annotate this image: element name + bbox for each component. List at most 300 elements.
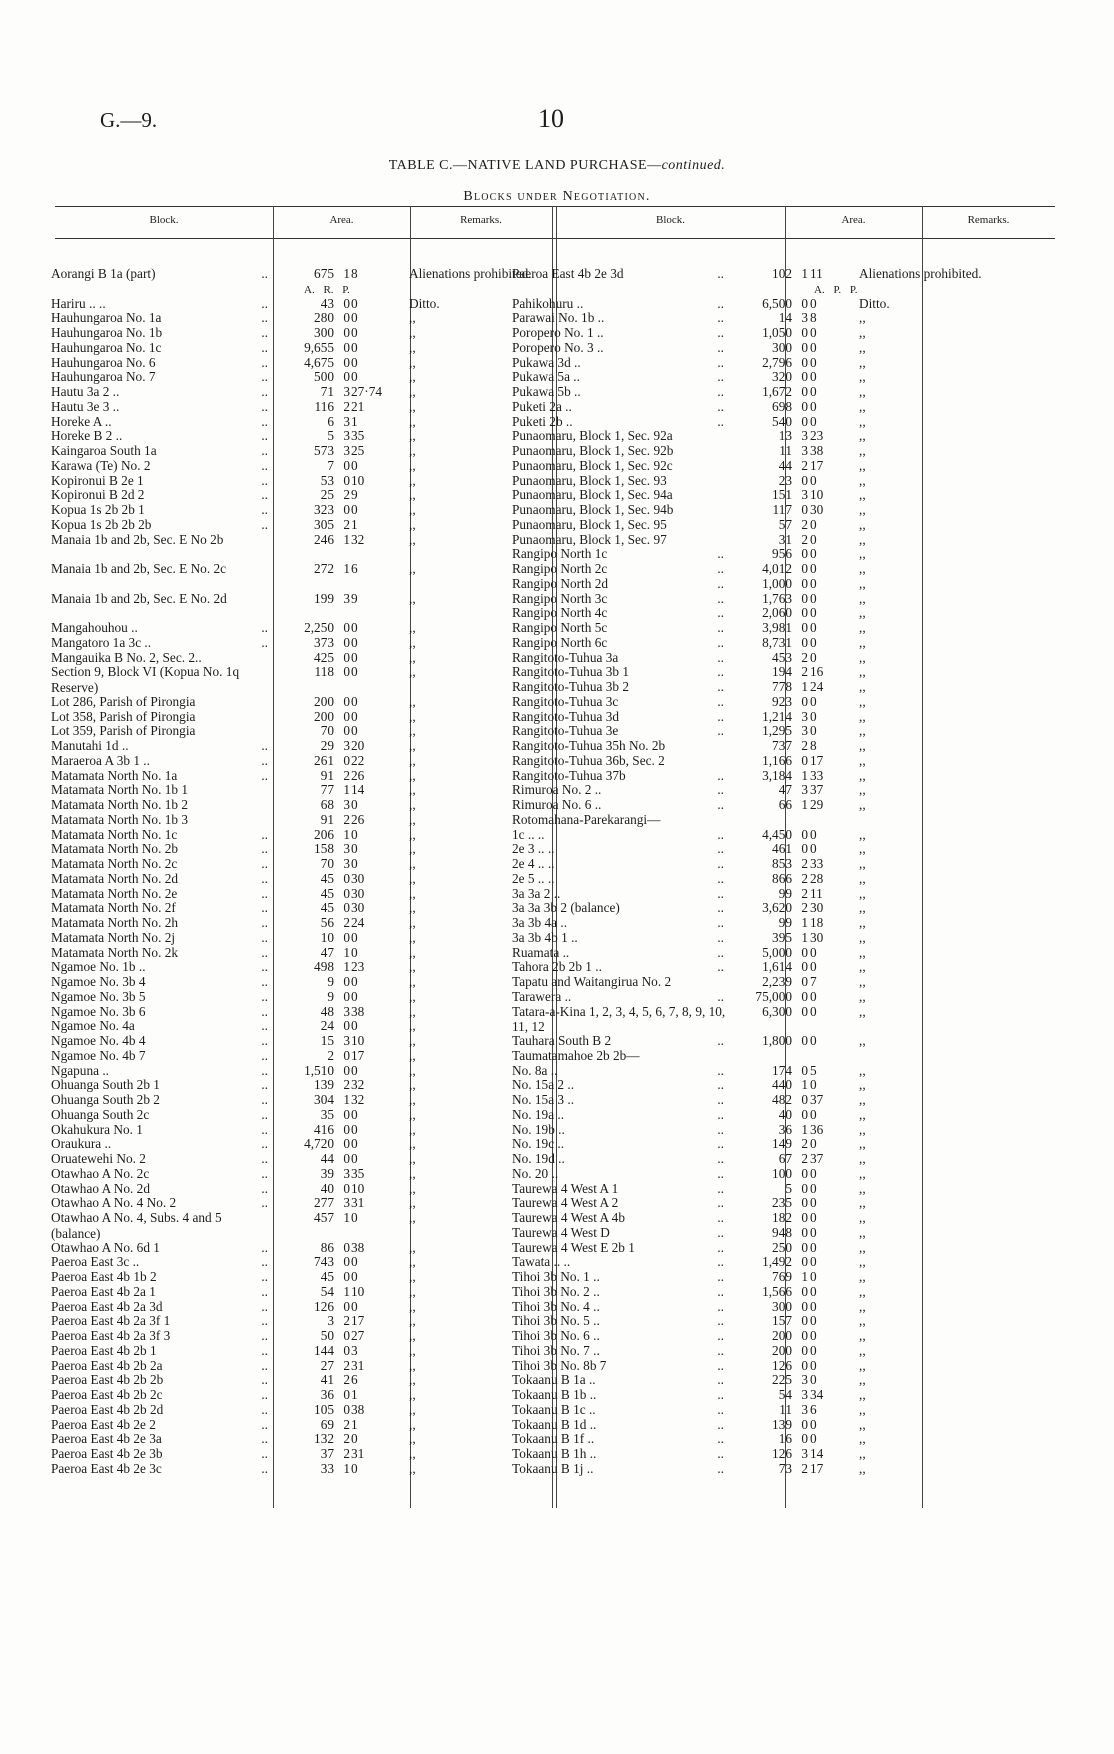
block-name: Ngamoe No. 3b 6 xyxy=(51,1003,146,1019)
area-perches: 9 xyxy=(351,487,358,503)
remarks: Alienations prohibited. xyxy=(859,266,982,281)
remarks: ,, xyxy=(859,325,866,340)
area-roods: 0 xyxy=(343,1180,350,1196)
table-row xyxy=(51,1004,541,1020)
block-name: No. 19c .. xyxy=(512,1136,565,1152)
table-row xyxy=(51,443,541,459)
remarks: ,, xyxy=(859,1269,866,1284)
area-perches: 18 xyxy=(810,915,824,930)
area-roods: 3 xyxy=(801,1446,808,1461)
table-row xyxy=(512,738,1002,754)
table-row xyxy=(51,827,541,843)
area-acres: 540 xyxy=(772,413,792,429)
area-roods: 0 xyxy=(801,1224,808,1240)
table-row xyxy=(512,886,1002,902)
table-row xyxy=(51,1461,541,1477)
remarks: ,, xyxy=(409,1357,416,1373)
block-name: Pukawa 3d .. xyxy=(512,354,581,370)
remarks: ,, xyxy=(409,1401,416,1417)
area-acres: 3 xyxy=(327,1313,334,1329)
table-row xyxy=(512,709,1002,725)
area-perches: 30 xyxy=(810,929,824,945)
area-roods: 2 xyxy=(801,1136,808,1152)
table-row xyxy=(51,1210,541,1242)
remarks: ,, xyxy=(409,413,416,429)
area-acres: 174 xyxy=(772,1062,792,1078)
area-acres: 453 xyxy=(772,649,792,665)
area-perches: 0 xyxy=(810,295,817,311)
block-name: Pukawa 5b .. xyxy=(512,384,581,399)
remarks: ,, xyxy=(409,1033,416,1048)
area-perches: 0 xyxy=(351,1151,358,1166)
remarks: ,, xyxy=(859,1239,866,1255)
area-roods: 0 xyxy=(801,398,808,414)
leader-dots: .. xyxy=(717,354,724,370)
area-acres: 425 xyxy=(314,649,334,665)
leader-dots: .. xyxy=(717,1401,724,1417)
table-row xyxy=(51,1063,541,1079)
area-roods: 1 xyxy=(801,797,808,812)
block-name: Otawhao A No. 4, Subs. 4 and 5 (balance) xyxy=(51,1210,222,1241)
table-row xyxy=(512,532,1002,548)
table-row xyxy=(512,1122,1002,1138)
leader-dots: .. xyxy=(261,516,268,532)
area-perches: 0 xyxy=(810,1431,817,1447)
block-name: Ohuanga South 2b 2 xyxy=(51,1092,160,1107)
leader-dots: .. xyxy=(717,1239,724,1255)
block-name: Hauhungaroa No. 6 xyxy=(51,354,156,370)
leader-dots: .. xyxy=(717,561,724,576)
area-roods: 3 xyxy=(801,310,808,326)
area-perches: 0 xyxy=(810,1254,817,1270)
block-name: Punaomaru, Block 1, Sec. 92b xyxy=(512,443,674,458)
table-row xyxy=(512,1240,1002,1256)
table-row xyxy=(51,915,541,931)
remarks: ,, xyxy=(859,590,866,606)
area-perches: 0 xyxy=(351,295,358,311)
block-name: 2e 4 .. .. xyxy=(512,856,555,871)
area-perches: 0 xyxy=(810,575,817,591)
area-acres: 948 xyxy=(772,1224,792,1240)
table-row xyxy=(512,1181,1002,1197)
remarks: ,, xyxy=(409,561,416,576)
area-roods: 0 xyxy=(801,752,808,768)
area-roods: 2 xyxy=(343,398,350,414)
area-roods: 3 xyxy=(343,1165,350,1181)
leader-dots: .. xyxy=(261,310,268,326)
table-row xyxy=(512,487,1002,503)
table-row xyxy=(512,856,1002,872)
table-row xyxy=(512,1151,1002,1167)
leader-dots: .. xyxy=(261,1003,268,1019)
area-perches: 17 xyxy=(351,1047,365,1063)
area-roods: 3 xyxy=(801,487,808,503)
block-name: Puketi 2a .. xyxy=(512,398,572,414)
block-name: Hautu 3a 2 .. xyxy=(51,384,120,399)
block-name: Ngamoe No. 4a xyxy=(51,1018,135,1034)
area-perches: 0 xyxy=(351,354,358,370)
leader-dots: .. xyxy=(717,1446,724,1461)
area-roods: 0 xyxy=(801,944,808,960)
leader-dots: .. xyxy=(261,1165,268,1181)
block-name: Manaia 1b and 2b, Sec. E No 2b xyxy=(51,531,224,547)
leader-dots: .. xyxy=(261,354,268,370)
remarks: ,, xyxy=(409,1092,416,1107)
leader-dots: .. xyxy=(717,546,724,562)
area-acres: 23 xyxy=(778,472,792,488)
block-name: Matamata North No. 2b xyxy=(51,841,179,857)
remarks: ,, xyxy=(859,1357,866,1373)
remarks: ,, xyxy=(409,1298,416,1314)
area-roods: 0 xyxy=(343,620,350,635)
remarks: ,, xyxy=(409,531,416,547)
area-roods: 0 xyxy=(343,354,350,370)
leader-dots: .. xyxy=(261,325,268,340)
area-acres: 778 xyxy=(772,679,792,694)
block-name: Tokaanu B 1j .. xyxy=(512,1460,594,1476)
leader-dots: .. xyxy=(717,605,724,621)
table-row xyxy=(512,1431,1002,1447)
remarks: ,, xyxy=(859,1210,866,1225)
area-acres: 73 xyxy=(778,1460,792,1476)
remarks: ,, xyxy=(409,1446,416,1461)
area-acres: 70 xyxy=(320,723,334,739)
area-perches: 0 xyxy=(351,1431,358,1447)
table-row xyxy=(512,989,1002,1005)
area-acres: 29 xyxy=(320,738,334,753)
area-perches: 0 xyxy=(810,369,817,385)
area-acres: 182 xyxy=(772,1210,792,1225)
leader-dots: .. xyxy=(261,487,268,503)
area-roods: 2 xyxy=(343,1431,350,1447)
area-perches: 0 xyxy=(351,634,358,650)
leader-dots: .. xyxy=(261,752,268,768)
table-row xyxy=(51,709,541,725)
remarks: ,, xyxy=(859,1372,866,1388)
remarks: ,, xyxy=(409,974,416,989)
leader-dots: .. xyxy=(261,738,268,753)
area-acres: 6,500 xyxy=(762,295,792,311)
leader-dots: .. xyxy=(261,841,268,857)
area-acres: 37 xyxy=(320,1446,334,1461)
area-roods: 0 xyxy=(343,974,350,989)
block-name: Paeroa East 4b 2b 2a xyxy=(51,1357,163,1373)
remarks: ,, xyxy=(409,988,416,1004)
area-acres: 482 xyxy=(772,1092,792,1107)
area-perches: 0 xyxy=(810,649,817,665)
block-name: Ruamata .. xyxy=(512,944,570,960)
leader-dots: .. xyxy=(717,1121,724,1137)
table-row xyxy=(51,266,541,298)
block-name: Tihoi 3b No. 2 .. xyxy=(512,1283,600,1299)
area-acres: 1,295 xyxy=(762,723,792,739)
area-perches: 0 xyxy=(810,988,817,1004)
table-title-continued: continued. xyxy=(661,158,726,173)
area-perches: 0 xyxy=(810,1283,817,1299)
block-name: Tatara-a-Kina 1, 2, 3, 4, 5, 6, 7, 8, 9, 10, 11, 12 xyxy=(512,1003,726,1034)
leader-dots: .. xyxy=(261,1092,268,1107)
table-row xyxy=(512,664,1002,680)
block-name: Rangitoto-Tuhua 3b 1 xyxy=(512,664,629,680)
leader-dots: .. xyxy=(717,723,724,739)
col-area-left: Area. xyxy=(329,214,354,226)
remarks: ,, xyxy=(409,915,416,930)
table-row xyxy=(51,812,541,828)
area-perches: 0 xyxy=(810,1106,817,1122)
area-roods: 3 xyxy=(343,797,350,812)
leader-dots: .. xyxy=(261,1195,268,1211)
block-name: Ngamoe No. 3b 5 xyxy=(51,988,146,1004)
remarks: ,, xyxy=(859,443,866,458)
remarks: ,, xyxy=(859,546,866,562)
table-row xyxy=(512,768,1002,784)
area-perches: 21 xyxy=(351,398,365,414)
area-roods: 0 xyxy=(801,1357,808,1373)
block-name: Paeroa East 4b 2e 3d xyxy=(512,266,624,281)
area-acres: 3,981 xyxy=(762,620,792,635)
area-acres: 15 xyxy=(320,1033,334,1048)
area-acres: 6 xyxy=(327,413,334,429)
area-acres: 2,796 xyxy=(762,354,792,370)
area-perches: 34 xyxy=(810,1387,824,1402)
remarks: ,, xyxy=(859,1106,866,1122)
area-acres: 573 xyxy=(314,443,334,458)
area-roods: 0 xyxy=(343,693,350,709)
area-acres: 200 xyxy=(772,1342,792,1358)
leader-dots: .. xyxy=(717,664,724,680)
area-acres: 40 xyxy=(320,1180,334,1196)
area-perches: 28 xyxy=(810,870,824,886)
remarks: ,, xyxy=(409,1151,416,1166)
remarks: ,, xyxy=(409,428,416,444)
block-name: Punaomaru, Block 1, Sec. 97 xyxy=(512,531,667,547)
remarks: ,, xyxy=(859,1062,866,1078)
area-roods: 0 xyxy=(343,1254,350,1270)
leader-dots: .. xyxy=(717,1254,724,1270)
leader-dots: .. xyxy=(261,1401,268,1417)
area-roods: 0 xyxy=(801,1165,808,1181)
leader-dots: .. xyxy=(717,870,724,886)
area-roods: 3 xyxy=(343,428,350,444)
leader-dots: .. xyxy=(261,1313,268,1329)
area-acres: 139 xyxy=(314,1077,334,1093)
table-row xyxy=(51,428,541,444)
area-roods: 3 xyxy=(801,443,808,458)
remarks: ,, xyxy=(859,620,866,635)
area-perches: 8 xyxy=(810,738,817,753)
area-acres: 14 xyxy=(778,310,792,326)
leader-dots: .. xyxy=(717,295,724,311)
table-row xyxy=(512,679,1002,695)
remarks: ,, xyxy=(409,369,416,385)
area-roods: 0 xyxy=(801,1328,808,1343)
leader-dots: .. xyxy=(717,1195,724,1211)
remarks: ,, xyxy=(409,1313,416,1329)
area-acres: 7 xyxy=(327,457,334,473)
block-name: Paeroa East 4b 2b 2d xyxy=(51,1401,164,1417)
table-row xyxy=(512,1358,1002,1374)
table-row xyxy=(512,517,1002,533)
units-left: A. R. P. xyxy=(304,284,350,296)
area-acres: 39 xyxy=(320,1165,334,1181)
table-row xyxy=(51,1328,541,1344)
area-perches: 0 xyxy=(351,1298,358,1314)
block-name: Rangipo North 4c xyxy=(512,605,608,621)
leader-dots: .. xyxy=(717,782,724,798)
area-perches: 10 xyxy=(351,1033,365,1048)
area-perches: 31 xyxy=(351,1446,365,1461)
remarks: ,, xyxy=(859,1460,866,1476)
area-roods: 0 xyxy=(343,1328,350,1343)
remarks: ,, xyxy=(859,1136,866,1152)
area-acres: 45 xyxy=(320,900,334,916)
area-perches: 0 xyxy=(351,1062,358,1078)
block-name: Rimuroa No. 6 .. xyxy=(512,797,602,812)
remarks: ,, xyxy=(409,782,416,798)
area-perches: 11 xyxy=(810,885,823,901)
remarks: ,, xyxy=(859,1254,866,1270)
table-row xyxy=(51,561,541,593)
area-perches: 0 xyxy=(351,797,358,812)
area-roods: 0 xyxy=(343,1106,350,1122)
block-name: Manutahi 1d .. xyxy=(51,738,129,753)
table-row xyxy=(512,930,1002,946)
area-acres: 1,214 xyxy=(762,708,792,724)
leader-dots: .. xyxy=(717,1298,724,1314)
area-perches: 0 xyxy=(810,590,817,606)
area-perches: 10 xyxy=(351,1180,365,1196)
remarks: ,, xyxy=(859,457,866,473)
block-name: Puketi 2b .. xyxy=(512,413,573,429)
area-roods: 0 xyxy=(801,1431,808,1447)
block-name: Punaomaru, Block 1, Sec. 92c xyxy=(512,457,673,473)
remarks: ,, xyxy=(859,885,866,901)
table-row xyxy=(51,1092,541,1108)
area-perches: 0 xyxy=(810,1224,817,1240)
leader-dots: .. xyxy=(717,1106,724,1122)
area-perches: 0 xyxy=(351,988,358,1004)
remarks: ,, xyxy=(859,1224,866,1240)
leader-dots: .. xyxy=(261,1047,268,1063)
table-row xyxy=(51,782,541,798)
area-perches: 32 xyxy=(351,531,365,547)
area-roods: 0 xyxy=(343,1387,350,1402)
area-perches: 1 xyxy=(351,1387,358,1402)
rule-header-bottom xyxy=(55,238,1055,239)
table-row xyxy=(512,753,1002,769)
table-row xyxy=(51,1181,541,1197)
block-name: Rangitoto-Tuhua 36b, Sec. 2 xyxy=(512,752,665,768)
leader-dots: .. xyxy=(261,428,268,444)
area-roods: 0 xyxy=(343,1062,350,1078)
area-perches: 38 xyxy=(351,1401,365,1417)
area-roods: 1 xyxy=(343,1092,350,1107)
remarks: ,, xyxy=(859,723,866,739)
remarks: ,, xyxy=(409,738,416,753)
area-perches: 0 xyxy=(351,1210,358,1225)
area-acres: 923 xyxy=(772,693,792,709)
remarks: ,, xyxy=(859,428,866,444)
area-perches: 0 xyxy=(351,649,358,665)
area-roods: 2 xyxy=(801,856,808,871)
remarks: ,, xyxy=(859,767,866,783)
block-name: Tihoi 3b No. 8b 7 xyxy=(512,1357,607,1373)
leader-dots: .. xyxy=(717,384,724,399)
area-acres: 2,250 xyxy=(304,620,334,635)
block-name: 2e 5 .. .. xyxy=(512,870,555,886)
area-roods: 0 xyxy=(801,1195,808,1211)
area-perches: 0 xyxy=(351,974,358,989)
table-row xyxy=(51,797,541,813)
table-row xyxy=(512,841,1002,857)
leader-dots: .. xyxy=(261,369,268,385)
block-name: Hauhungaroa No. 1a xyxy=(51,310,162,326)
area-acres: 117 xyxy=(772,502,792,517)
table-row xyxy=(51,414,541,430)
remarks: ,, xyxy=(859,826,866,842)
block-name: Paeroa East 4b 2a 3f 3 xyxy=(51,1328,171,1343)
block-name: Otawhao A No. 2d xyxy=(51,1180,150,1196)
area-perches: 0 xyxy=(351,502,358,517)
area-acres: 44 xyxy=(778,457,792,473)
leader-dots: .. xyxy=(717,1283,724,1299)
remarks: ,, xyxy=(409,384,416,399)
block-name: Tihoi 3b No. 7 .. xyxy=(512,1342,600,1358)
area-acres: 6,300 xyxy=(762,1003,792,1019)
area-acres: 2,060 xyxy=(762,605,792,621)
area-acres: 53 xyxy=(320,472,334,488)
table-row xyxy=(512,723,1002,739)
table-row xyxy=(51,945,541,961)
remarks: ,, xyxy=(409,959,416,975)
table-row xyxy=(51,1358,541,1374)
block-name: Otawhao A No. 2c xyxy=(51,1165,150,1181)
table-row xyxy=(512,1284,1002,1300)
area-acres: 498 xyxy=(314,959,334,975)
area-roods: 0 xyxy=(343,708,350,724)
area-roods: 0 xyxy=(801,1033,808,1048)
leader-dots: .. xyxy=(717,325,724,340)
leader-dots: .. xyxy=(717,708,724,724)
remarks: ,, xyxy=(859,738,866,753)
area-roods: 0 xyxy=(343,870,350,886)
col-block-right: Block. xyxy=(655,214,686,226)
remarks: ,, xyxy=(409,1195,416,1211)
area-roods: 1 xyxy=(343,1210,350,1225)
area-roods: 0 xyxy=(343,1342,350,1358)
area-perches: 8 xyxy=(810,310,817,326)
area-roods: 0 xyxy=(801,1313,808,1329)
block-name: Horeke B 2 .. xyxy=(51,428,123,444)
leader-dots: .. xyxy=(717,1372,724,1388)
remarks: ,, xyxy=(409,1121,416,1137)
area-perches: 0 xyxy=(810,1269,817,1284)
table-row xyxy=(512,414,1002,430)
remarks: ,, xyxy=(859,1283,866,1299)
block-name: Punaomaru, Block 1, Sec. 93 xyxy=(512,472,667,488)
area-roods: 2 xyxy=(801,870,808,886)
block-name: Paeroa East 4b 2b 2b xyxy=(51,1372,164,1388)
block-name: Tokaanu B 1h .. xyxy=(512,1446,597,1461)
block-name: Matamata North No. 1b 1 xyxy=(51,782,189,798)
area-roods: 2 xyxy=(801,1151,808,1166)
table-row xyxy=(51,1077,541,1093)
area-acres: 16 xyxy=(778,1431,792,1447)
area-roods: 1 xyxy=(801,1077,808,1093)
area-perches: 0 xyxy=(810,413,817,429)
area-roods: 0 xyxy=(801,1416,808,1432)
block-name: Otawhao A No. 6d 1 xyxy=(51,1239,160,1255)
